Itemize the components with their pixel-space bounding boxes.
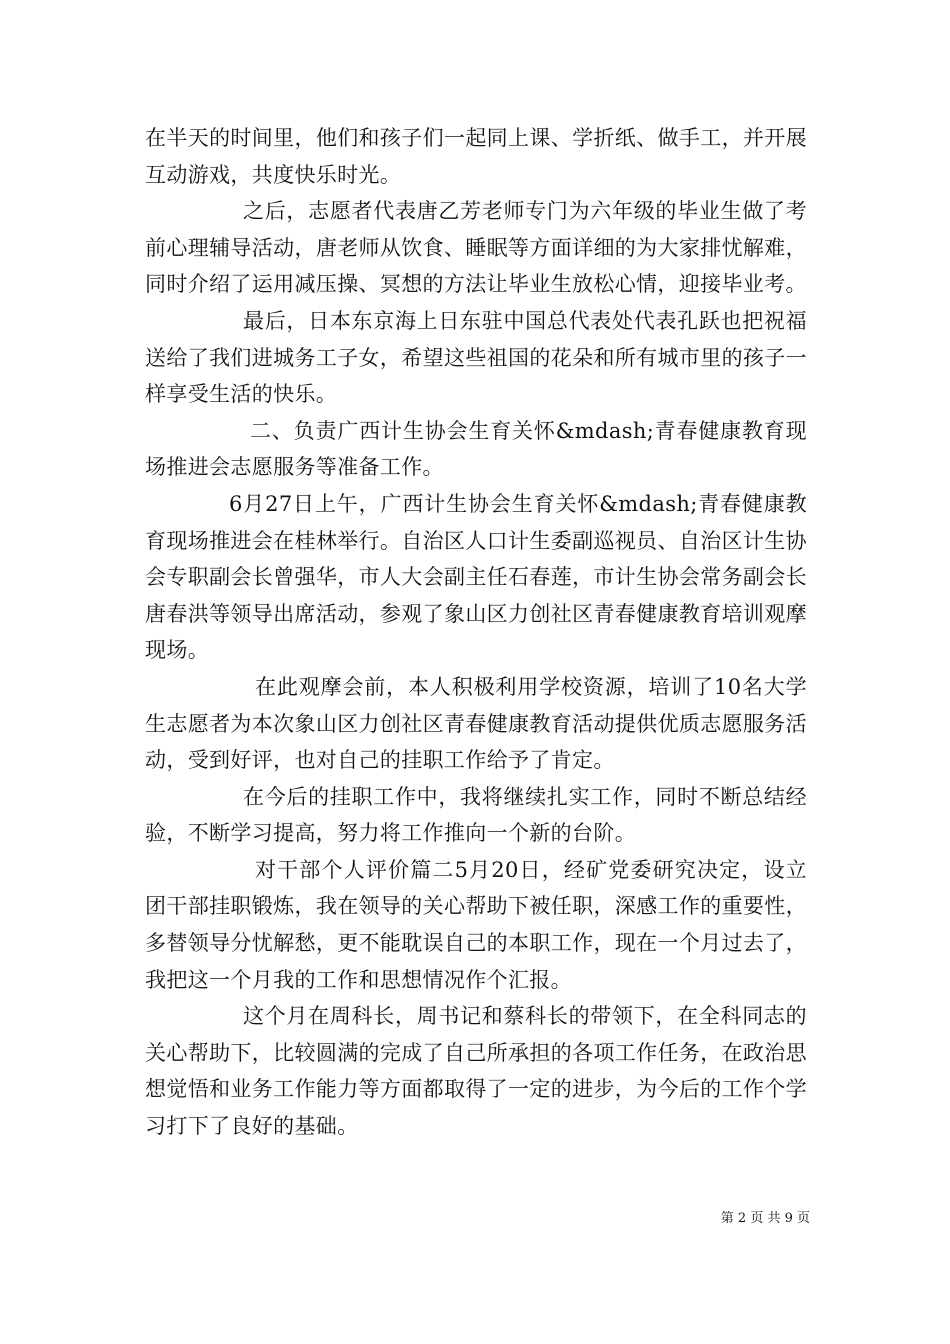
paragraph-1: 在半天的时间里，他们和孩子们一起同上课、学折纸、做手工，并开展互动游戏，共度快乐时光。 xyxy=(145,126,807,187)
page-number-footer: 第 2 页 共 9 页 xyxy=(720,1211,810,1226)
paragraph-3: 最后，日本东京海上日东驻中国总代表处代表孔跃也把祝福送给了我们进城务工子女，希望这些祖国的花朵和所有城市里的孩子一样享受生活的快乐。 xyxy=(145,308,807,407)
document-body xyxy=(145,120,807,1145)
paragraph-9: 这个月在周科长，周书记和蔡科长的带领下，在全科同志的关心帮助下，比较圆满的完成了自己所承担的各项工作任务，在政治思想觉悟和业务工作能力等方面都取得了一定的进步，为今后的工作个学习打下了良好的基础。 xyxy=(145,1004,807,1139)
paragraph-5: 6月27日上午，广西计生协会生育关怀&mdash;青春健康教育现场推进会在桂林举行。自治区人口计生委副巡视员、自治区计生协会专职副会长曾强华，市人大会副主任石春莲，市计生协会常务副会长唐春洪等领导出席活动，参观了象山区力创社区青春健康教育培训观摩现场。 xyxy=(145,491,807,663)
paragraph-8: 对干部个人评价篇二5月20日，经矿党委研究决定，设立团干部挂职锻炼，我在领导的关心帮助下被任职，深感工作的重要性，多替领导分忧解愁，更不能耽误自己的本职工作，现在一个月过去了，我把这一个月我的工作和思想情况作个汇报。 xyxy=(145,857,807,992)
paragraph-4-heading: 二、负责广西计生协会生育关怀&mdash;青春健康教育现场推进会志愿服务等准备工作。 xyxy=(145,418,807,480)
paragraph-6: 在此观摩会前，本人积极利用学校资源，培训了10名大学生志愿者为本次象山区力创社区青春健康教育活动提供优质志愿服务活动，受到好评，也对自己的挂职工作给予了肯定。 xyxy=(145,674,807,773)
paragraph-2: 之后，志愿者代表唐乙芳老师专门为六年级的毕业生做了考前心理辅导活动，唐老师从饮食、睡眠等方面详细的为大家排忧解难，同时介绍了运用减压操、冥想的方法让毕业生放松心情，迎接毕业考。 xyxy=(145,199,807,297)
paragraph-7: 在今后的挂职工作中，我将继续扎实工作，同时不断总结经验，不断学习提高，努力将工作推向一个新的台阶。 xyxy=(145,784,807,846)
